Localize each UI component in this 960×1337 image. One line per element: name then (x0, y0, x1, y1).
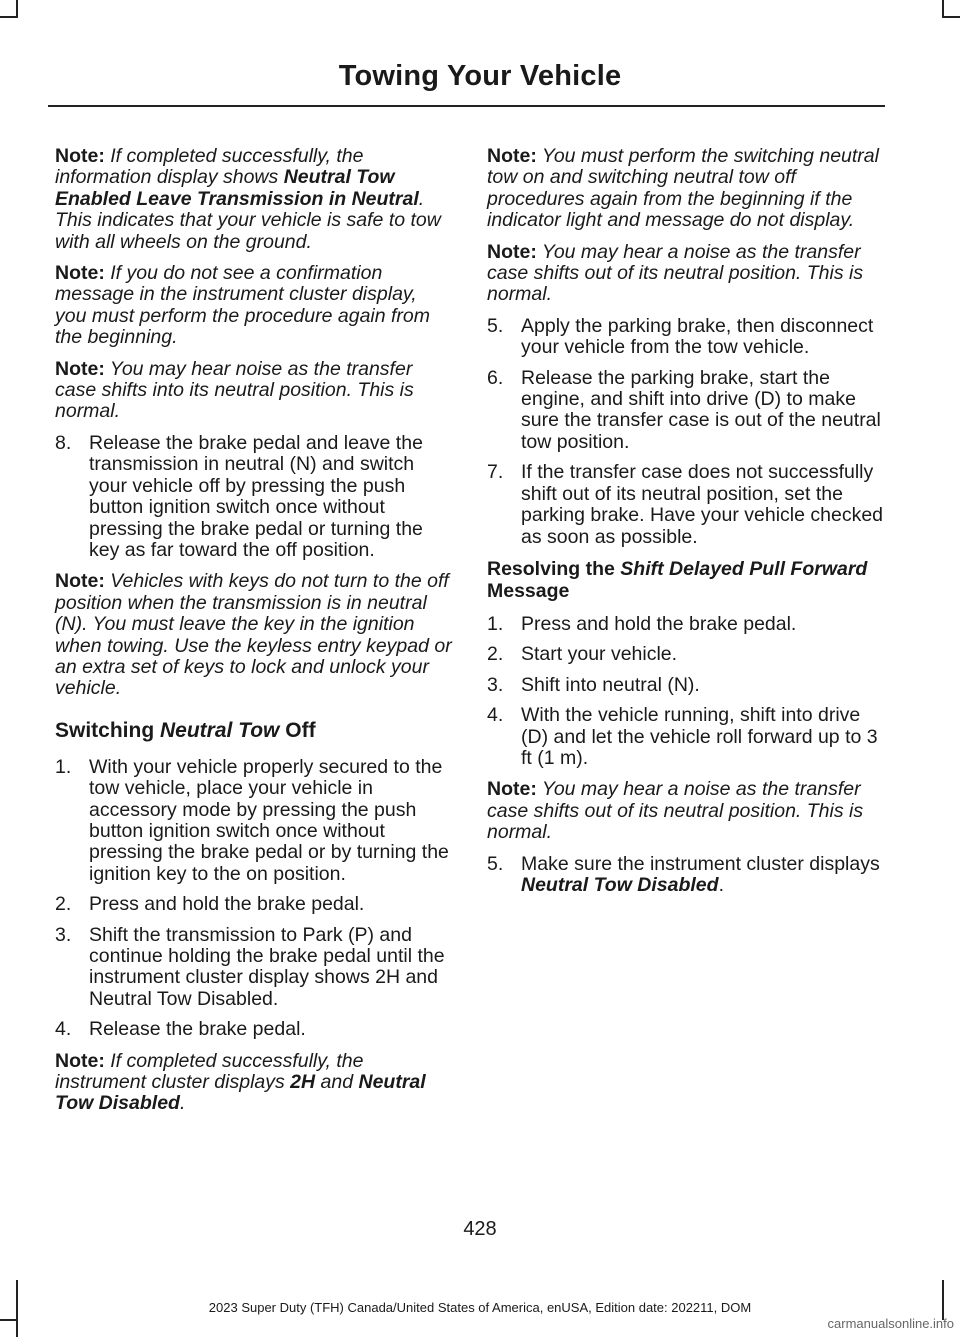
note-repeat-procedure: Note: You must perform the switching neutral tow on and switching neutral tow off procedures again from the beginning if the indicator light and message do not display. (487, 145, 879, 232)
edition-footer: 2023 Super Duty (TFH) Canada/United States of America, enUSA, Edition date: 202211, DOM (208, 1300, 752, 1315)
note-no-confirmation: Note: If you do not see a confirmation message in the instrument cluster display, you must perform the procedure again from the beginning. (55, 262, 431, 349)
crop-mark-bottom-left-h (0, 1319, 18, 1321)
page-number: 428 (463, 1218, 497, 1240)
step-list-on (55, 433, 453, 561)
list-item: 2. Start your vehicle. (487, 643, 678, 666)
list-item: 4. Release the brake pedal. (55, 1018, 306, 1041)
list-item: 5. Apply the parking brake, then disconnect your vehicle from the tow vehicle. (487, 314, 874, 359)
step-list-final (487, 854, 885, 897)
crop-mark-top-left-h (0, 16, 18, 18)
list-item: 1. With your vehicle properly secured to the tow vehicle, place your vehicle in accessory mode by pressing the push button ignition switch once without pressing the brake pedal or by turning the ignition key to the on position. (55, 755, 449, 885)
list-item: 4. With the vehicle running, shift into drive (D) and let the vehicle roll forward up to 3 ft (1 m). (487, 704, 878, 769)
note-transfer-noise-2: Note: You may hear a noise as the transfer case shifts out of its neutral position. This is normal. (487, 778, 864, 844)
crop-mark-top-right-h (942, 16, 960, 18)
list-item: 1. Press and hold the brake pedal. (487, 612, 797, 635)
left-column (55, 146, 453, 1125)
note-transfer-noise: Note: You may hear noise as the transfer case shifts into its neutral position. This is normal. (55, 357, 414, 423)
list-item: 5. Make sure the instrument cluster displays Neutral Tow Disabled. (487, 852, 880, 896)
note-display-confirmation: Note: If completed successfully, the information display shows Neutral Tow Enabled Leave Transmission in Neutral. This indicates that your vehicle is safe to tow with all wheels on the ground. (55, 145, 441, 253)
note-transfer-noise-out: Note: You may hear a noise as the transfer case shifts out of its neutral position. This is normal. (487, 240, 864, 306)
section-heading-shift-delayed: Resolving the Shift Delayed Pull Forward Message (487, 557, 868, 602)
list-item: 3. Shift into neutral (N). (487, 673, 700, 696)
title-rule (48, 105, 885, 107)
right-column (487, 146, 885, 906)
list-item: 2. Press and hold the brake pedal. (55, 893, 365, 916)
page-title: Towing Your Vehicle (338, 60, 622, 92)
step-list-shift-delayed (487, 614, 885, 769)
note-completed-off: Note: If completed successfully, the instrument cluster displays 2H and Neutral Tow Disabled. (55, 1049, 426, 1115)
note-keys: Note: Vehicles with keys do not turn to the off position when the transmission is in neutral (N). You must leave the key in the ignition when towing. Use the keyless entry keypad or an extra set of keys to lock and unlock your vehicle. (55, 570, 452, 700)
list-item: 6. Release the parking brake, start the engine, and shift into drive (D) to make sure the transfer case is out of the neutral tow position. (487, 366, 881, 453)
list-item: 7. If the transfer case does not successfully shift out of its neutral position, set the parking brake. Have your vehicle checked as soon as possible. (487, 461, 884, 548)
section-heading-neutral-tow-off: Switching Neutral Tow Off (55, 718, 316, 742)
list-item: 8. Release the brake pedal and leave the transmission in neutral (N) and switch your vehicle off by pressing the push button ignition switch once without pressing the brake pedal or turning the key as far toward the off position. (55, 431, 423, 561)
step-list-off-continued (487, 316, 885, 548)
step-list-off (55, 757, 453, 1041)
list-item: 3. Shift the transmission to Park (P) and continue holding the brake pedal until the instrument cluster display shows 2H and Neutral Tow Disabled. (55, 923, 445, 1010)
watermark: carmanualsonline.info (827, 1316, 954, 1331)
